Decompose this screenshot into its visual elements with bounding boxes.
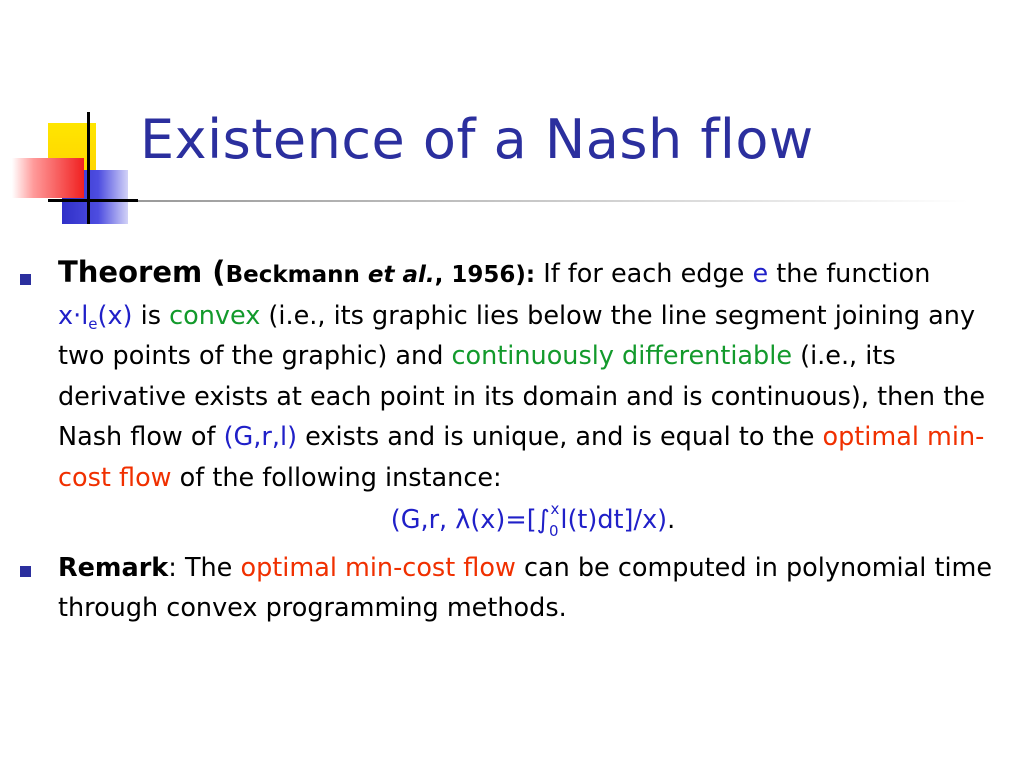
theorem-paragraph <box>58 252 1008 498</box>
remark-text: : The <box>168 552 241 583</box>
optimal-min-cost-flow-term: optimal min-cost flow <box>240 552 516 583</box>
citation-year: , 1956): <box>434 262 536 288</box>
citation-etal: et al. <box>367 262 435 288</box>
convex-term: convex <box>169 300 261 331</box>
title-underline <box>138 200 968 202</box>
optimal-min-cost-flow-term: optimal min-cost flow <box>58 422 985 493</box>
edge-symbol: e <box>752 259 769 289</box>
continuously-differentiable-term: continuously differentiable <box>451 341 793 371</box>
bullet-marker <box>20 274 31 285</box>
horizontal-line <box>48 199 138 202</box>
function-subscript: e <box>88 314 98 333</box>
formula-part1: (G,r, λ(x)=[∫ <box>390 505 550 535</box>
theorem-label: Theorem ( <box>58 255 226 289</box>
instance-symbol: (G,r,l) <box>223 422 298 452</box>
theorem-text: (i.e., its graphic lies below the line segment joining any two points of the graphic) and <box>58 300 976 371</box>
bullet-marker <box>20 566 31 577</box>
remark-text: can be computed in polynomial time through convex programming methods. <box>58 552 993 623</box>
integral-lower-bound: 0 <box>548 522 559 540</box>
formula-period: . <box>667 505 676 535</box>
function-argument: (x) <box>97 300 133 331</box>
remark-paragraph <box>58 548 1008 629</box>
instance-formula <box>58 500 1008 544</box>
theorem-bullet <box>18 252 1008 544</box>
remark-bullet <box>18 548 1008 629</box>
theorem-text: If for each edge <box>535 259 753 289</box>
theorem-text: the function <box>768 259 931 289</box>
theorem-text: of the following instance: <box>171 462 502 493</box>
citation <box>226 262 536 288</box>
integral-upper-bound: x <box>550 500 560 518</box>
citation-author: Beckmann <box>225 262 360 288</box>
latency-function <box>58 301 133 331</box>
theorem-text: (i.e., its derivative exists at each point in its domain and is continuous), then the Nash flow of <box>58 341 986 452</box>
theorem-text: exists and is unique, and is equal to the <box>297 422 823 452</box>
slide-logo-decoration <box>0 0 150 230</box>
function-base: x·l <box>58 300 89 331</box>
slide-title: Existence of a Nash flow <box>140 108 814 171</box>
slide-body <box>18 252 1008 629</box>
vertical-line <box>87 112 90 224</box>
red-square <box>12 158 84 198</box>
formula-part2: l(t)dt]/x) <box>560 505 668 535</box>
remark-label: Remark <box>58 552 169 583</box>
theorem-text: is <box>132 300 170 331</box>
